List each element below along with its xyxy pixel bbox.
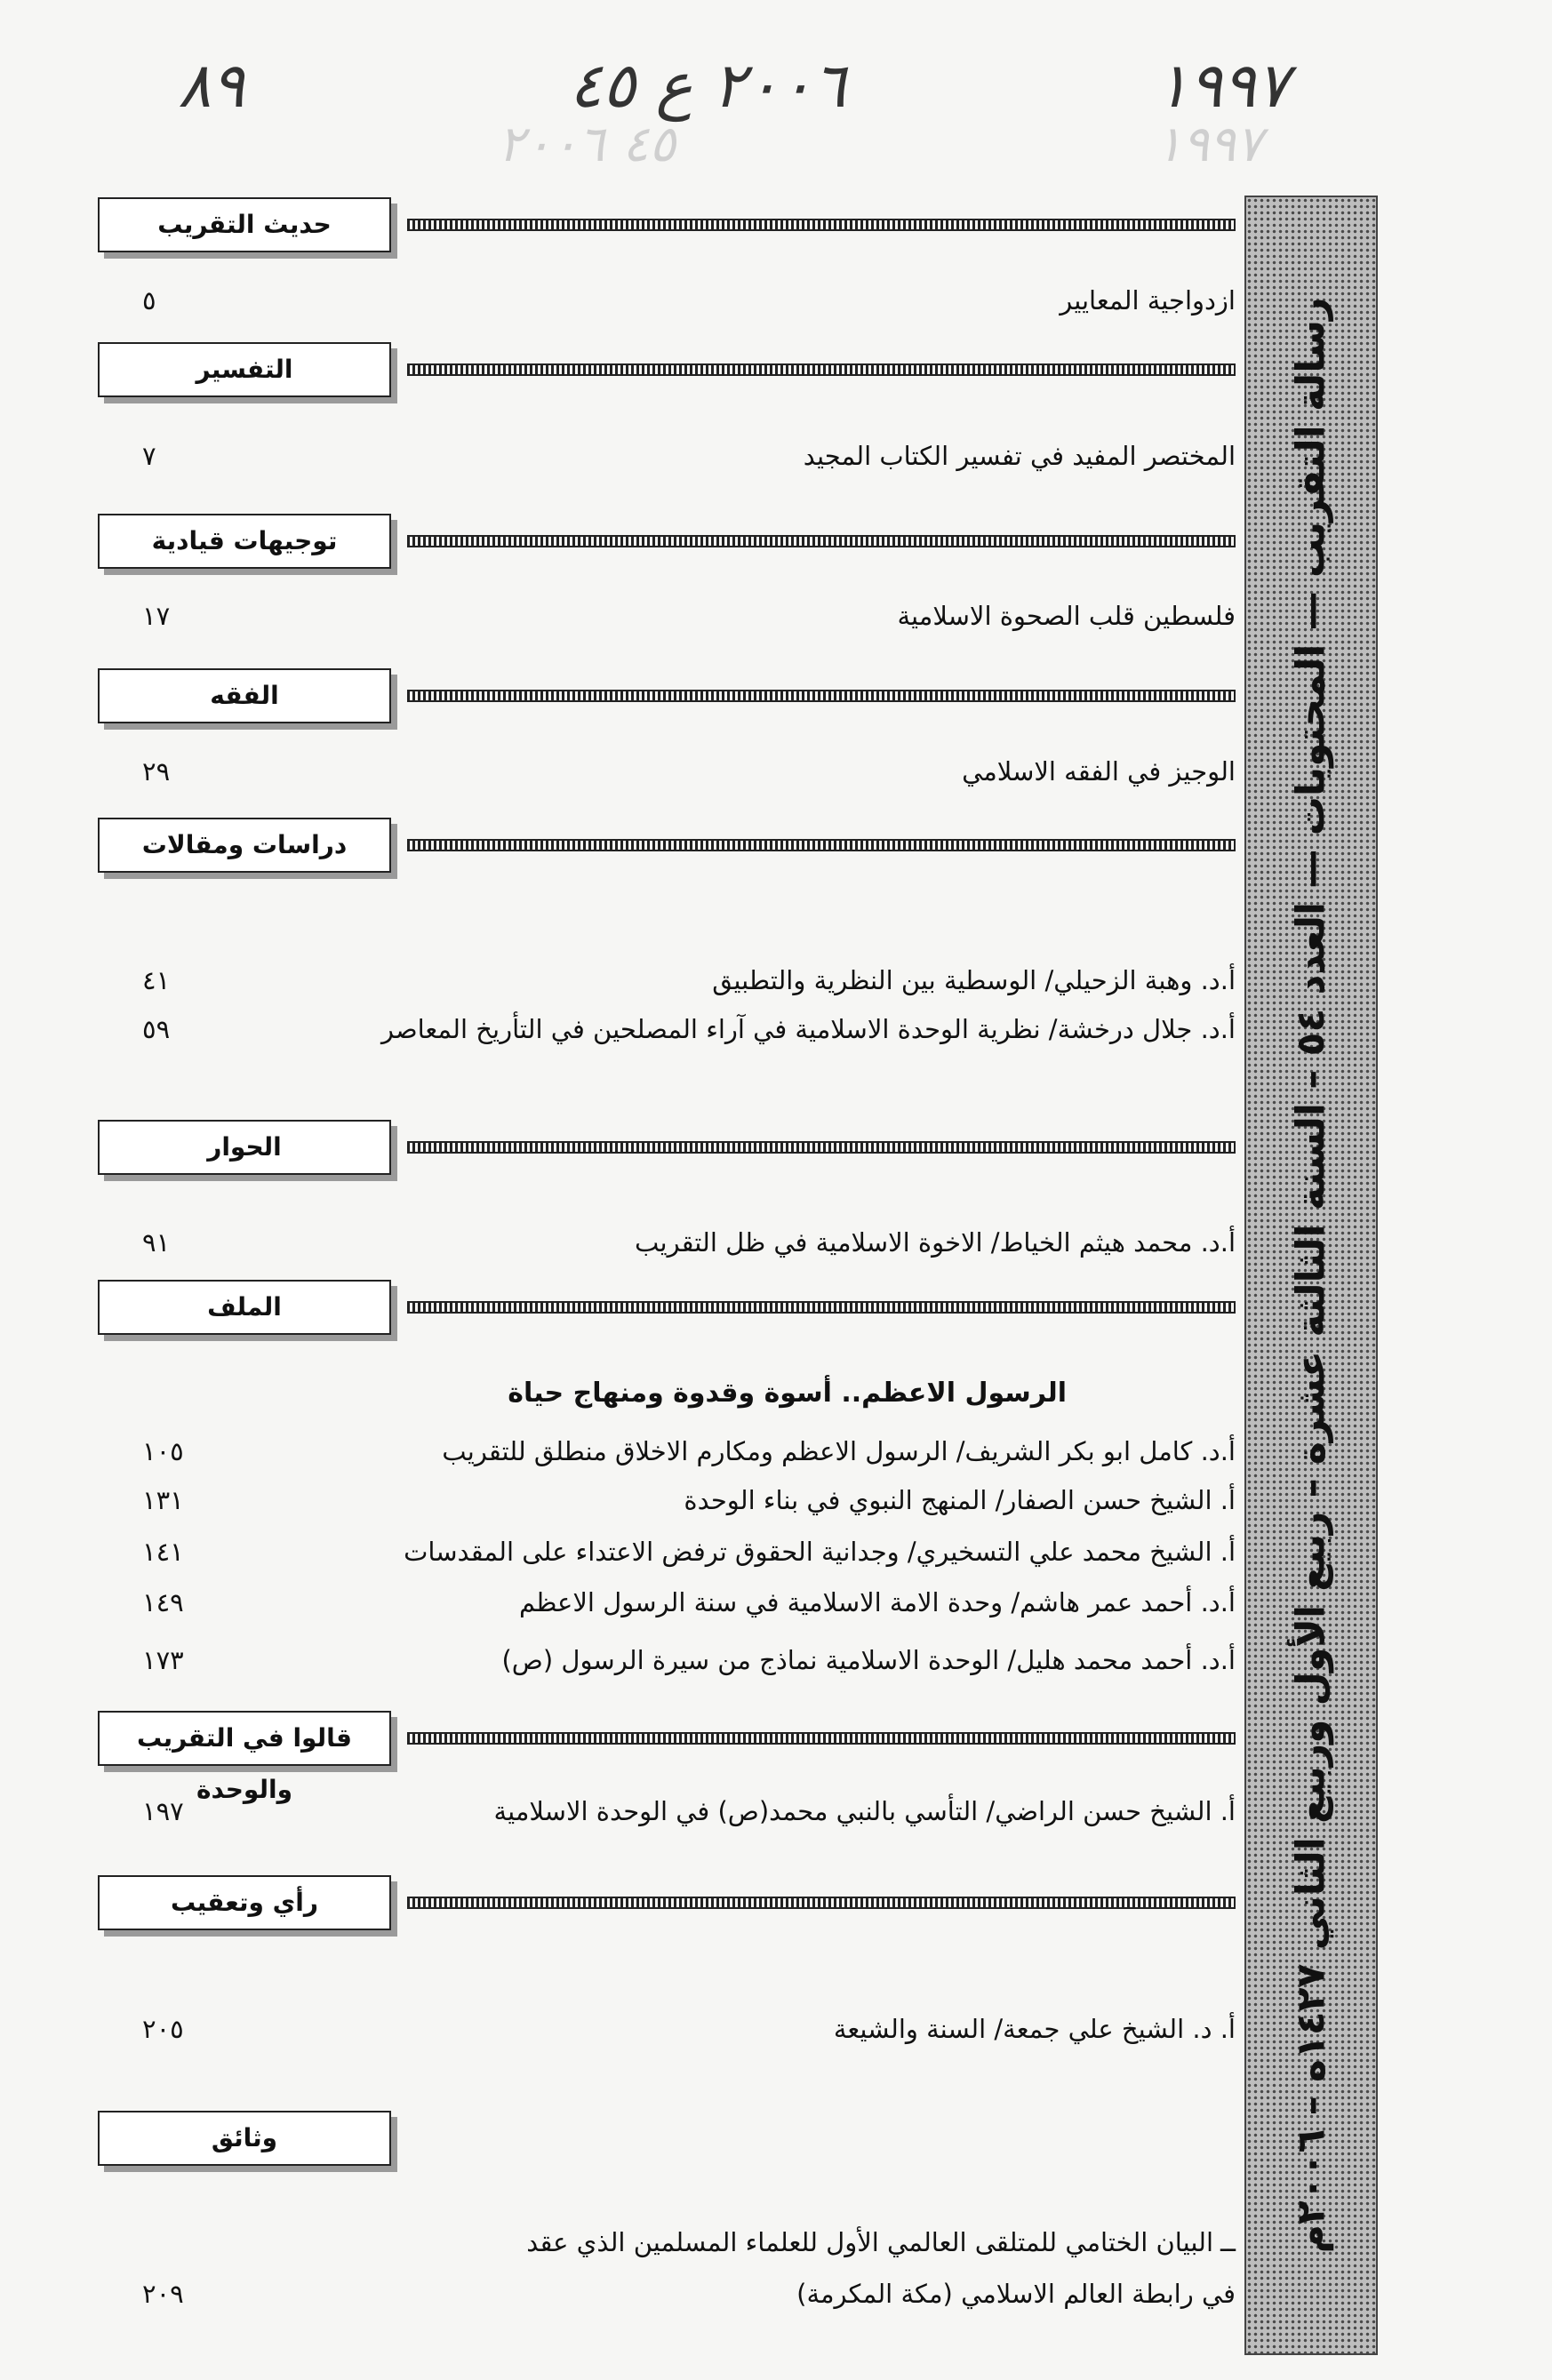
section-header (98, 2111, 1236, 2173)
section-label: حديث التقريب (98, 197, 391, 252)
handwritten-mark-middle: ٢٠٠٦ ع ٤٥ (569, 49, 846, 122)
page-number: ١٤١ (142, 1537, 184, 1567)
toc-entry[interactable] (98, 1635, 1236, 1685)
entry-title: في رابطة العالم الاسلامي (مكة المكرمة) (796, 2279, 1236, 2309)
toc-entry[interactable] (98, 1475, 1236, 1525)
toc-entry-line-2[interactable] (98, 2269, 1236, 2319)
page-number: ٥ (142, 285, 156, 315)
page-number: ١٤٩ (142, 1587, 184, 1617)
entry-title: أ. الشيخ محمد علي التسخيري/ وجدانية الحقوق ترفض الاعتداء على المقدسات (404, 1537, 1236, 1567)
section-header (98, 514, 1236, 576)
section-header (98, 342, 1236, 404)
section-label: التفسير (98, 342, 391, 397)
section-rule (407, 1301, 1236, 1314)
toc-entry[interactable] (98, 276, 1236, 325)
toc-entry[interactable] (98, 431, 1236, 481)
section-header (98, 818, 1236, 880)
toc-entry[interactable] (98, 1786, 1236, 1836)
section-label: توجيهات قيادية (98, 514, 391, 569)
section-header (98, 1120, 1236, 1182)
faint-mark-3: ١٩٩٧ (1156, 116, 1263, 173)
section-label: رأي وتعقيب (98, 1875, 391, 1930)
sidebar-title: رسالة التقريب — المحتويات — العدد ٥٤ – السنة الثالثة عشرة – ربيع الأول وربيع الثاني ١٤٢٧ه – ٢٠٠٦م (1288, 297, 1334, 2254)
page-number: ٢٠٩ (142, 2279, 184, 2309)
section-rule (407, 219, 1236, 231)
entry-title: فلسطين قلب الصحوة الاسلامية (897, 601, 1236, 631)
handwritten-mark-right: ١٩٩٧ (1156, 49, 1290, 122)
entry-title: أ. الشيخ حسن الراضي/ التأسي بالنبي محمد(ص) في الوحدة الاسلامية (493, 1796, 1236, 1826)
entry-title: أ.د. كامل ابو بكر الشريف/ الرسول الاعظم ومكارم الاخلاق منطلق للتقريب (442, 1436, 1236, 1466)
entry-title: أ.د. وهبة الزحيلي/ الوسطية بين النظرية والتطبيق (712, 965, 1236, 995)
faint-mark-1: ٤٥ (622, 116, 676, 173)
section-rule (407, 1897, 1236, 1909)
section-header (98, 1711, 1236, 1804)
section-rule (407, 839, 1236, 851)
page-number: ٥٩ (142, 1014, 171, 1044)
toc-entry[interactable] (98, 591, 1236, 641)
toc-entry[interactable] (98, 1004, 1236, 1054)
section-header (98, 1875, 1236, 1937)
section-label: الملف (98, 1280, 391, 1335)
page-number: ٧ (142, 441, 156, 471)
page-number: ١٣١ (142, 1485, 184, 1515)
handwritten-mark-left: ٨٩ (178, 49, 245, 122)
page-number: ١٧ (142, 601, 171, 631)
section-header (98, 668, 1236, 731)
section-rule (407, 1732, 1236, 1745)
entry-title: أ.د. جلال درخشة/ نظرية الوحدة الاسلامية في آراء المصلحين في التأريخ المعاصر (380, 1014, 1236, 1044)
page-number: ٩١ (142, 1227, 171, 1258)
contents-sidebar (1244, 196, 1378, 2355)
toc-entry[interactable] (98, 1426, 1236, 1476)
page-number: ١٠٥ (142, 1436, 184, 1466)
dash-marker: ــ (1220, 2227, 1236, 2257)
page-number: ٢٠٥ (142, 2014, 184, 2044)
toc-entry[interactable] (98, 1577, 1236, 1627)
page-number: ١٩٧ (142, 1796, 184, 1826)
entry-title: البيان الختامي للمتلقى العالمي الأول للعلماء المسلمين الذي عقد (526, 2227, 1213, 2257)
section-label: الفقه (98, 668, 391, 723)
toc-entry[interactable] (98, 1218, 1236, 1267)
toc-entry[interactable] (98, 2004, 1236, 2054)
entry-title: أ. د. الشيخ علي جمعة/ السنة والشيعة (833, 2014, 1236, 2044)
entry-title: أ. الشيخ حسن الصفار/ المنهج النبوي في بناء الوحدة (684, 1485, 1236, 1515)
entry-title: ازدواجية المعايير (1060, 285, 1236, 315)
section-rule (407, 535, 1236, 547)
section-rule (407, 690, 1236, 702)
entry-title: أ.د. أحمد عمر هاشم/ وحدة الامة الاسلامية في سنة الرسول الاعظم (518, 1587, 1236, 1617)
section-subheading: الرسول الاعظم.. أسوة وقدوة ومنهاج حياة (508, 1378, 1067, 1409)
section-label: الحوار (98, 1120, 391, 1175)
faint-mark-2: ٢٠٠٦ (498, 116, 605, 173)
section-label: وثائق (98, 2111, 391, 2166)
toc-entry[interactable] (98, 955, 1236, 1005)
entry-title: أ.د. محمد هيثم الخياط/ الاخوة الاسلامية في ظل التقريب (635, 1227, 1236, 1258)
page-number: ٤١ (142, 965, 171, 995)
section-rule (407, 363, 1236, 376)
entry-title: الوجيز في الفقه الاسلامي (962, 756, 1236, 787)
page-number: ١٧٣ (142, 1645, 184, 1675)
section-label: قالوا في التقريب والوحدة (98, 1711, 391, 1766)
page-number: ٢٩ (142, 756, 171, 787)
section-header (98, 1280, 1236, 1342)
entry-title: المختصر المفيد في تفسير الكتاب المجيد (803, 441, 1236, 471)
toc-entry[interactable] (98, 1527, 1236, 1577)
section-rule (407, 1141, 1236, 1154)
section-header (98, 197, 1236, 260)
section-label: دراسات ومقالات (98, 818, 391, 873)
entry-title: أ.د. أحمد محمد هليل/ الوحدة الاسلامية نماذج من سيرة الرسول (ص) (501, 1645, 1236, 1675)
toc-entry[interactable] (98, 747, 1236, 796)
